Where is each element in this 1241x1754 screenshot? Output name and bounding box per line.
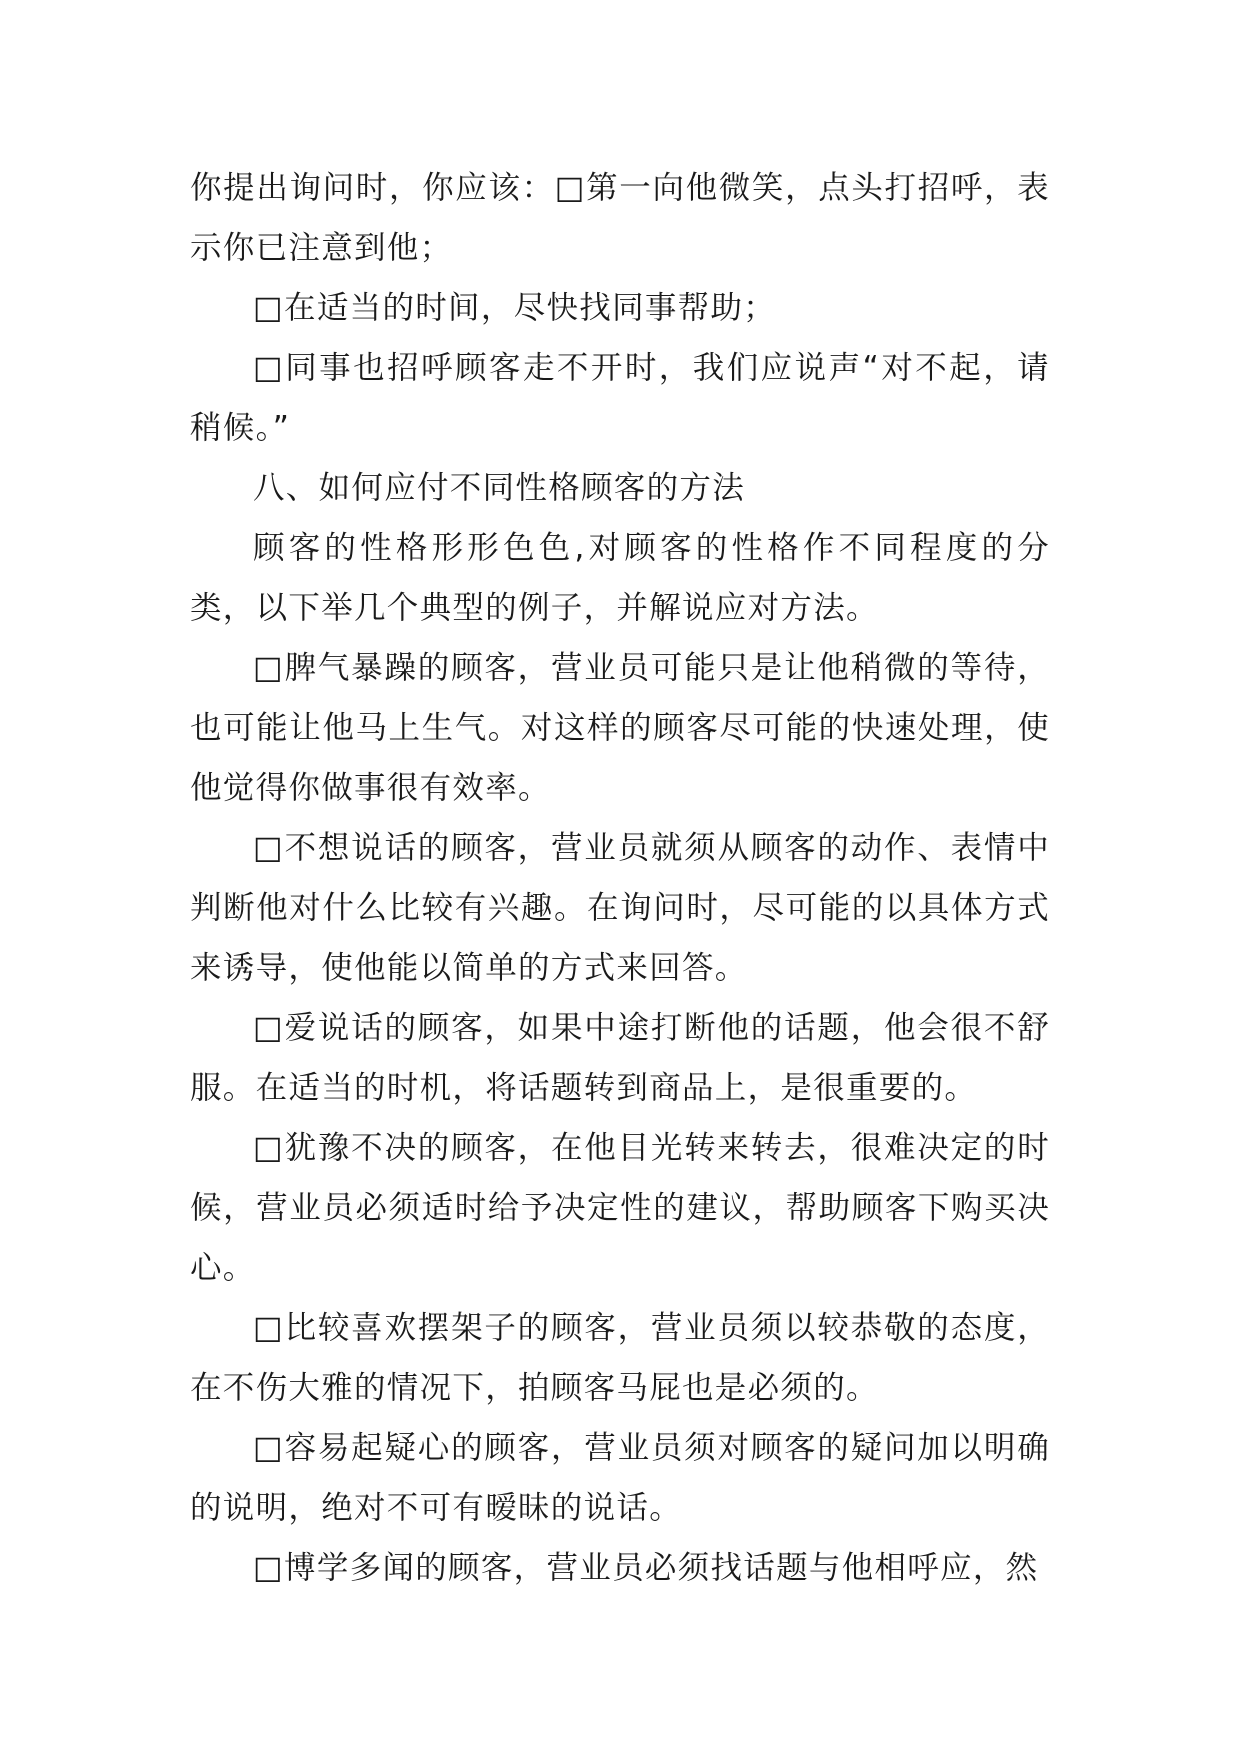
paragraph-9: □犹豫不决的顾客，在他目光转来转去，很难决定的时候，营业员必须适时给予决定性的建议，帮助顾客下购买决心。	[190, 1130, 1050, 1286]
paragraph-8: □爱说话的顾客，如果中途打断他的话题，他会很不舒服。在适当的时机，将话题转到商品上，是很重要的。	[190, 1010, 1050, 1106]
paragraph-5: 顾客的性格形形色色,对顾客的性格作不同程度的分类，以下举几个典型的例子，并解说应对方法。	[190, 530, 1050, 626]
paragraph-10: □比较喜欢摆架子的顾客，营业员须以较恭敬的态度，在不伤大雅的情况下，拍顾客马屁也是必须的。	[190, 1310, 1050, 1406]
paragraph-7: □不想说话的顾客，营业员就须从顾客的动作、表情中判断他对什么比较有兴趣。在询问时，尽可能的以具体方式来诱导，使他能以简单的方式来回答。	[190, 830, 1050, 986]
paragraph-3: □同事也招呼顾客走不开时，我们应说声“对不起，请稍候。”	[190, 350, 1050, 446]
paragraph-12: □博学多闻的顾客，营业员必须找话题与他相呼应，然	[253, 1550, 1039, 1586]
paragraph-11: □容易起疑心的顾客，营业员须对顾客的疑问加以明确的说明，绝对不可有暧昧的说话。	[190, 1430, 1050, 1526]
document-page	[190, 158, 1050, 1598]
section-heading: 八、如何应付不同性格顾客的方法	[253, 470, 746, 506]
paragraph-1: 你提出询问时，你应该：□第一向他微笑，点头打招呼，表示你已注意到他；	[190, 170, 1050, 266]
paragraph-6: □脾气暴躁的顾客，营业员可能只是让他稍微的等待，也可能让他马上生气。对这样的顾客尽可能的快速处理，使他觉得你做事很有效率。	[190, 650, 1050, 806]
paragraph-2: □在适当的时间，尽快找同事帮助；	[253, 290, 777, 326]
